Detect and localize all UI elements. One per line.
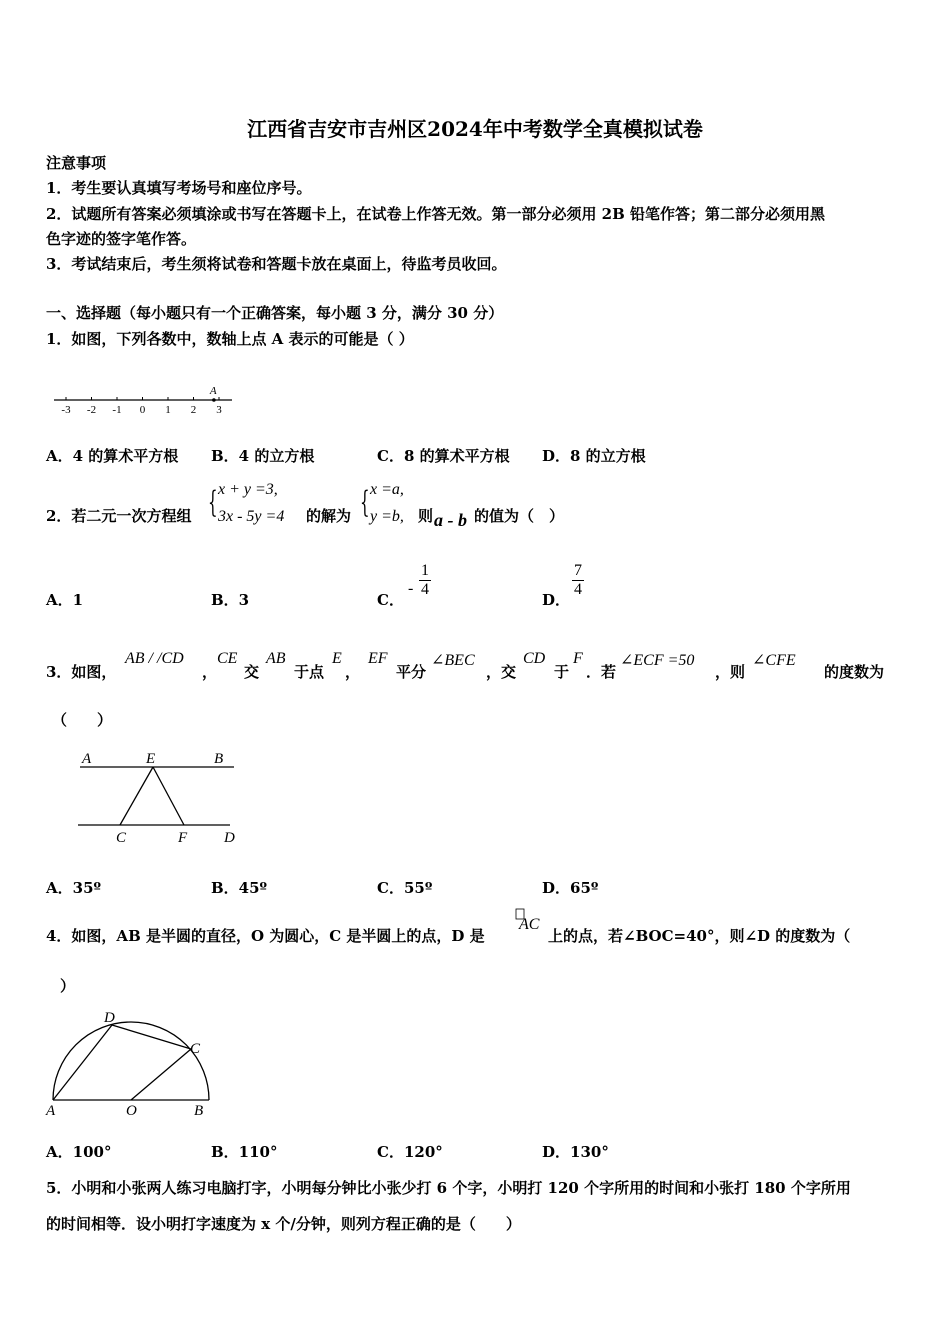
q3-stem-1: 3．如图， (46, 663, 117, 681)
q1-stem: 1．如图，下列各数中，数轴上点 A 表示的可能是（ ） (46, 330, 414, 348)
q4-label-d: D (104, 1010, 115, 1026)
q3-math-angle-ecf: ∠ECF =50 (620, 652, 695, 669)
q4-arc-ac: AC (519, 916, 540, 933)
q3-label-c: C (116, 830, 127, 845)
q3-math-ce: CE (217, 650, 238, 667)
q2-mid-text: 的解为 (306, 507, 352, 525)
q2-option-a: A．1 (46, 591, 84, 609)
number-line-tick-label: 1 (165, 404, 171, 416)
q2-equation-2: 3x - 5y =4 (218, 508, 285, 525)
q2-option-d-fraction (572, 562, 584, 599)
notice-item-2-cont: 色字迹的签字笔作答。 (46, 230, 197, 248)
q3-math-e: E (332, 650, 342, 667)
q3-label-a: A (82, 751, 92, 767)
q2-then: 则 (418, 507, 434, 525)
q4-stem-part-2: 上的点，若∠BOC=40°，则∠D 的度数为（ (548, 927, 851, 945)
q2-option-d-denominator: 4 (574, 581, 582, 598)
q2-solution-2: y =b, (370, 508, 404, 525)
q3-option-b: B．45º (211, 879, 268, 897)
q3-stem-11: 的度数为 (824, 663, 885, 681)
q2-stem-prefix: 2．若二元一次方程组 (46, 507, 192, 525)
q4-option-d: D．130° (542, 1143, 609, 1161)
notice-item-1: 1．考生要认真填写考场号和座位序号。 (46, 179, 312, 197)
q1-option-d: D．8 的立方根 (542, 447, 646, 465)
q3-answer-paren: （ ） (52, 711, 113, 729)
q4-option-b: B．110° (211, 1143, 278, 1161)
page-title: 江西省吉安市吉州区2024年中考数学全真模拟试卷 (247, 117, 703, 141)
number-line-point-label: A (209, 385, 217, 397)
q3-stem-4: 于点 (294, 663, 325, 681)
q3-math-f: F (573, 650, 583, 667)
q3-label-f: F (178, 830, 188, 845)
notice-item-2: 2．试题所有答案必须填涂或书写在答题卡上，在试卷上作答无效。第一部分必须用 2B 铅笔作答；第二部分必须用黑 (46, 205, 826, 223)
q3-option-a: A．35º (46, 879, 102, 897)
q3-math-angle-cfe: ∠CFE (752, 652, 796, 669)
q4-label-b: B (194, 1103, 204, 1119)
q4-label-o: O (126, 1103, 137, 1119)
q2-option-b: B．3 (211, 591, 250, 609)
q2-system-brace-1: { (208, 485, 218, 520)
q2-option-c-fraction (419, 562, 431, 599)
q2-solution-1: x =a, (370, 481, 404, 498)
q2-option-d-label: D． (542, 591, 571, 609)
q2-option-d-numerator: 7 (574, 562, 582, 579)
q3-stem-6: 平分 (396, 663, 427, 681)
number-line-tick-label: 0 (139, 404, 146, 416)
q1-option-c: C．8 的算术平方根 (377, 447, 510, 465)
q3-option-c: C．55º (377, 879, 433, 897)
q3-parallel-lines-figure (74, 745, 244, 845)
q1-option-a: A．4 的算术平方根 (46, 447, 179, 465)
q3-stem-9: ．若 (586, 663, 617, 681)
number-line-tick-label: 2 (190, 404, 197, 416)
number-line-point-a (212, 398, 216, 402)
number-line-tick-label: -1 (112, 404, 122, 416)
q3-stem-5: ， (345, 663, 361, 681)
q1-option-b: B．4 的立方根 (211, 447, 315, 465)
q5-line-1: 5．小明和小张两人练习电脑打字，小明每分钟比小张少打 6 个字，小明打 120 个字所用的时间和小张打 180 个字所用 (46, 1179, 851, 1197)
q3-stem-8: 于 (554, 663, 570, 681)
q4-stem-part-1: 4．如图，AB 是半圆的直径，O 为圆心，C 是半圆上的点，D 是 (46, 927, 485, 945)
q3-math-ab: AB (266, 650, 286, 667)
q2-option-c-denominator: 4 (421, 581, 429, 598)
q2-expression: a - b (434, 510, 467, 530)
q2-option-c-numerator: 1 (421, 562, 429, 579)
q3-stem-3: 交 (244, 663, 260, 681)
q2-option-c-label: C． (377, 591, 404, 609)
q3-math-angle-bec: ∠BEC (431, 652, 475, 669)
q4-label-a: A (46, 1103, 56, 1119)
q3-math-cd: CD (523, 650, 546, 667)
q2-system-brace-2: { (360, 485, 370, 520)
notice-heading: 注意事项 (46, 154, 107, 172)
q3-stem-10: ，则 (715, 663, 746, 681)
q2-equation-1: x + y =3, (218, 481, 278, 498)
q3-label-d: D (224, 830, 235, 845)
section-heading: 一、选择题（每小题只有一个正确答案，每小题 3 分，满分 30 分） (46, 304, 504, 322)
notice-item-3: 3．考试结束后，考生须将试卷和答题卡放在桌面上，待监考员收回。 (46, 255, 507, 273)
number-line-tick-label: -3 (61, 404, 71, 416)
q2-suffix: 的值为（ ） (474, 507, 565, 525)
q4-option-a: A．100° (46, 1143, 112, 1161)
q4-option-c: C．120° (377, 1143, 443, 1161)
q4-answer-paren-close: ） (60, 977, 76, 995)
q3-label-b: B (214, 751, 224, 767)
q3-math-ab-parallel-cd: AB / /CD (125, 650, 184, 667)
q3-stem-2: ， (202, 663, 218, 681)
q4-label-c: C (190, 1041, 201, 1057)
q3-math-ef: EF (368, 650, 388, 667)
q5-line-2: 的时间相等．设小明打字速度为 x 个/分钟，则列方程正确的是（ ） (46, 1215, 521, 1233)
q3-stem-7: ，交 (486, 663, 517, 681)
q3-label-e: E (146, 751, 156, 767)
number-line-figure (52, 380, 252, 420)
q4-semicircle-figure (44, 1008, 214, 1120)
q2-option-c-sign: - (408, 580, 414, 597)
number-line-tick-label: -2 (86, 404, 97, 416)
number-line-tick-label: 3 (216, 404, 222, 416)
q3-option-d: D．65º (542, 879, 599, 897)
